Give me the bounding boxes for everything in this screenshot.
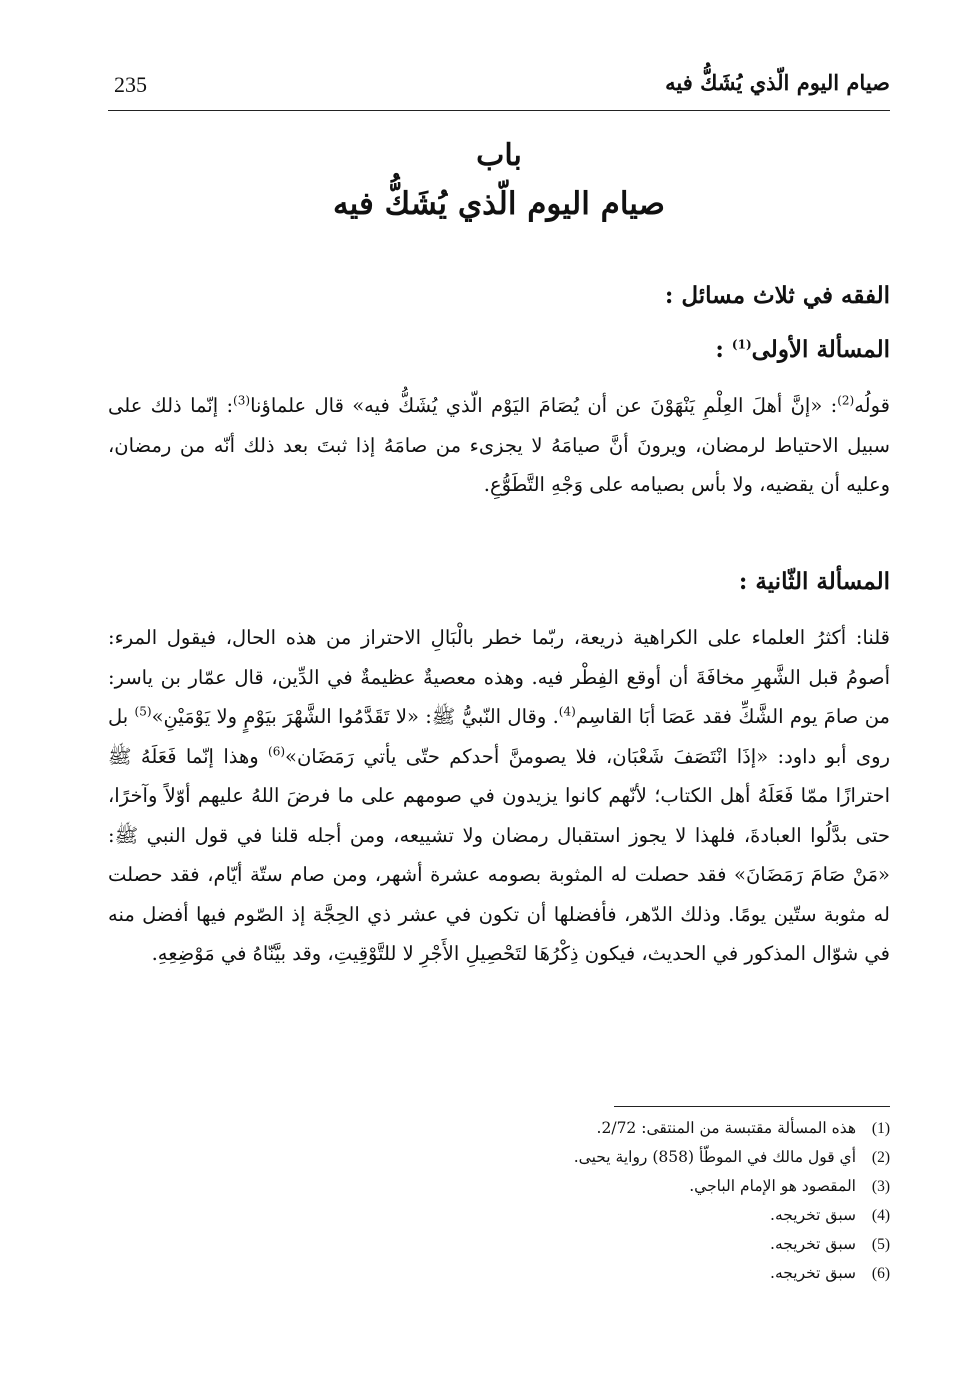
footnote-ref-6: (6) [268,744,286,758]
para2-part1: قلنا: أكثرُ العلماء على الكراهية ذريعة، ربّما خطر بالْبَالِ الاحتراز من هذه الحال، فيقول المرء: أصومُ قبل الشَّهرِ مخافَةَ أن أوقع الفِطْر فيه. وهذه معصيةٌ عظيمةٌ في الدِّين، قال عمّار بن ياسر: من صامَ يوم الشَّكِّ فقد عَصَا أبَا القاسِم [108,626,890,728]
chapter-label: باب [476,138,522,173]
footnote-text: سبق تخريجه. [770,1206,856,1224]
para1-part2: : «إنَّ أهلَ العِلْمِ يَنْهَوْنَ عن أن يُصَامَ اليَوْم الّذي يُشَكُّ فيه» قال علماؤنا [250,394,838,417]
footnote-item [290,1143,890,1172]
footnote-ref-5: (5) [134,704,152,719]
page-header [108,66,890,106]
page-number: 235 [114,72,147,97]
footnote-rule [614,1106,890,1107]
para2-part3: بل روى أبو داود: «إذَا انْتَصَفَ شَعْبَان، فلا يصومنَّ أحدكم حتّى يأتي رَمَضَان» [108,705,891,768]
second-issue-heading: المسألة الثّانية : [738,568,890,595]
intro-heading: الفقه في ثلاث مسائل : [664,282,890,309]
footnote-item [290,1172,890,1201]
footnote-text: أي قول مالك في الموطّأ (858) رواية يحيى. [573,1148,856,1166]
footnote-text: هذه المسألة مقتبسة من المنتقى: 2/72. [596,1119,856,1137]
footnote-number: (6) [871,1265,890,1282]
footnote-item [290,1114,890,1143]
para2-part4: وهذا إنّما فَعَلَهُ ﷺ احترازًا ممّا فَعَلَهُ أهل الكتاب؛ لأنّهم كانوا يزيدون في صومهم على ما فرضَ اللهُ عليهم أوّلاً وآخرًا، حتى بدَّلُوا العبادةَ، فلهذا لا يجوز استقبال رمضان ولا تشييعه، ومن أجله قلنا في قول النبي ﷺ: «مَنْ صَامَ رَمَضَانَ» فقد حصلت له المثوبة بصومه عشرة أشهر، ومن صام ستّة أيّام، فقد حصلت له مثوبة ستّين يومًا. وذلك الدّهر، فأفضلها أن تكون في عشر ذي الحِجَّة إذ الصّوم فيها أفضل منه في شوّال المذكور في الحديث، فيكون ذِكْرُهَا لتَحْصِيلِ الأَجْرِ لا للتَّوْقِيتِ، وقد بيَّنّاهُ في مَوْضِعِهِ. [108,744,890,965]
header-rule [108,110,890,111]
para1-part3: : إنّما ذلك على سبيل الاحتياط لرمضان، ويرونَ أنَّ صيامَهُ لا يجزىء من صامَهُ إذا ثبتَ بعد ذلك أنّه من رمضان، وعليه أن يقضيه، ولا بأس بصيامه على وَجْهِ التَّطَوُّعِ. [108,394,890,496]
footnote-item [290,1259,890,1288]
para1-part1: قولُه [854,394,890,417]
first-issue-heading-colon: : [715,336,724,363]
footnote-ref-1: (1) [731,337,752,352]
footnote-ref-3: (3) [233,393,251,408]
footnote-text: المقصود هو الإمام الباجي. [689,1177,856,1195]
footnote-number: (3) [871,1178,890,1195]
chapter-title: صيام اليوم الّذي يُشَكُّ فيه [333,186,665,222]
footnote-number: (2) [871,1149,890,1166]
first-issue-heading-text: المسألة الأولى [751,336,890,363]
footnote-text: سبق تخريجه. [770,1235,856,1253]
second-issue-paragraph [108,618,890,974]
footnote-number: (5) [871,1236,890,1253]
footnote-number: (4) [871,1207,890,1224]
footnote-ref-2: (2) [837,393,855,408]
running-title: صيام اليوم الّذي يُشَكُّ فيه [665,70,890,95]
footnotes-list [290,1114,890,1288]
footnote-text: سبق تخريجه. [770,1264,856,1282]
footnote-ref-4: (4) [558,704,576,719]
footnote-item [290,1230,890,1259]
footnote-number: (1) [871,1120,890,1137]
first-issue-paragraph [108,386,890,505]
first-issue-heading [715,336,890,363]
para2-part2: . وقال النّبيُّ ﷺ: «لا تَقَدَّمُوا الشَّهْرَ بيَوْمٍ ولا يَوْمَيْنِ» [151,705,559,728]
footnote-item [290,1201,890,1230]
